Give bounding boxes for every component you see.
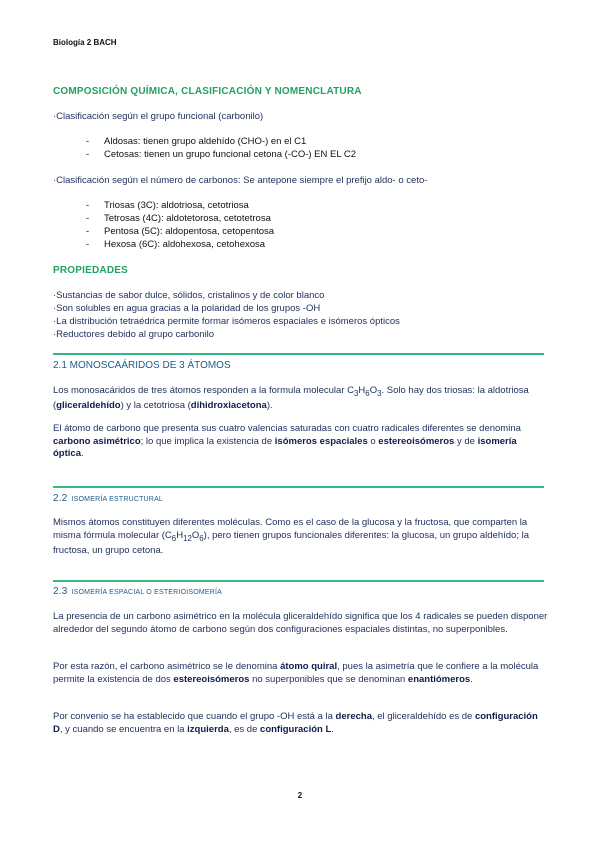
list-item: - Hexosa (6C): aldohexosa, cetohexosa	[86, 239, 266, 250]
classification-functional-group: ·Clasificación según el grupo funcional (carbonilo)	[53, 111, 264, 122]
classification-carbon-count: ·Clasificación según el número de carbonos: Se antepone siempre el prefijo aldo- o ceto-	[53, 175, 428, 186]
list-item: - Pentosa (5C): aldopentosa, cetopentosa	[86, 226, 275, 237]
section-title-propiedades: PROPIEDADES	[53, 265, 128, 276]
section-divider	[53, 580, 544, 582]
list-item: - Tetrosas (4C): aldotetorosa, cetotetrosa	[86, 213, 271, 224]
paragraph-atomo-quiral: Por esta razón, el carbono asimétrico se le denomina átomo quiral, pues la asimetría que le confiere a la molécula permite la existencia de dos estereoisómeros no superponibles que se denominan enantiómeros.	[53, 661, 539, 685]
section-divider	[53, 486, 544, 488]
section-divider	[53, 353, 544, 355]
section-title-composicion: COMPOSICIÓN QUÍMICA, CLASIFICACIÓN Y NOMENCLATURA	[53, 86, 362, 97]
paragraph-triosas: Los monosacáridos de tres átomos responden a la formula molecular $C_3H_6O_3$. Solo hay dos triosas: la aldotriosa (gliceraldehído) y la cetotriosa (dihidroxiacetona).	[53, 385, 529, 412]
paragraph-configuraciones: La presencia de un carbono asimétrico en la molécula gliceraldehído significa que los 4 radicales se pueden disponer alrededor del segundo átomo de carbono según dos configuraciones espaciales distintas, no superponibles.	[53, 611, 548, 635]
property-item: ·Sustancias de sabor dulce, sólidos, cristalinos y de color blanco	[53, 290, 325, 301]
property-item: ·La distribución tetraédrica permite formar isómeros espaciales e isómeros ópticos	[53, 316, 400, 327]
section-heading-2-1: 2.1 MONOSCAÁRIDOS DE 3 ÁTOMOS	[53, 360, 231, 371]
section-heading-2-3: 2.3 ISOMERÍA ESPACIAL O ESTERIOISOMERÍA	[53, 586, 223, 597]
list-item: - Cetosas: tienen un grupo funcional cetona (-CO-) EN EL C2	[86, 149, 357, 160]
list-item: - Aldosas: tienen grupo aldehído (CHO-) en el C1	[86, 136, 307, 147]
section-heading-2-2: 2.2 ISOMERÍA ESTRUCTURAL	[53, 493, 164, 504]
property-item: ·Son solubles en agua gracias a la polaridad de los grupos -OH	[53, 303, 321, 314]
paragraph-isomeria-estructural: Mismos átomos constituyen diferentes moléculas. Como es el caso de la glucosa y la fructosa, que comparten la misma fórmula molecular $(C_6H_{12}O_6)$, pero tienen grupos funcionales diferentes: la glucosa, un grupo aldehído; la fructosa, un grupo cetona.	[53, 517, 529, 556]
document-header: Biología 2 BACH	[53, 38, 117, 47]
list-item: - Triosas (3C): aldotriosa, cetotriosa	[86, 200, 249, 211]
page-number: 2	[297, 791, 303, 800]
property-item: ·Reductores debido al grupo carbonilo	[53, 329, 215, 340]
paragraph-configuracion-d-l: Por convenio se ha establecido que cuando el grupo -OH está a la derecha, el gliceraldehído es de configuración D, y cuando se encuentra en la izquierda, es de configuración L.	[53, 711, 538, 735]
paragraph-carbono-asimetrico: El átomo de carbono que presenta sus cuatro valencias saturadas con cuatro radicales diferentes se denomina carbono asimétrico; lo que implica la existencia de isómeros espaciales o estereoisómeros y de isomería óptica.	[53, 423, 521, 459]
